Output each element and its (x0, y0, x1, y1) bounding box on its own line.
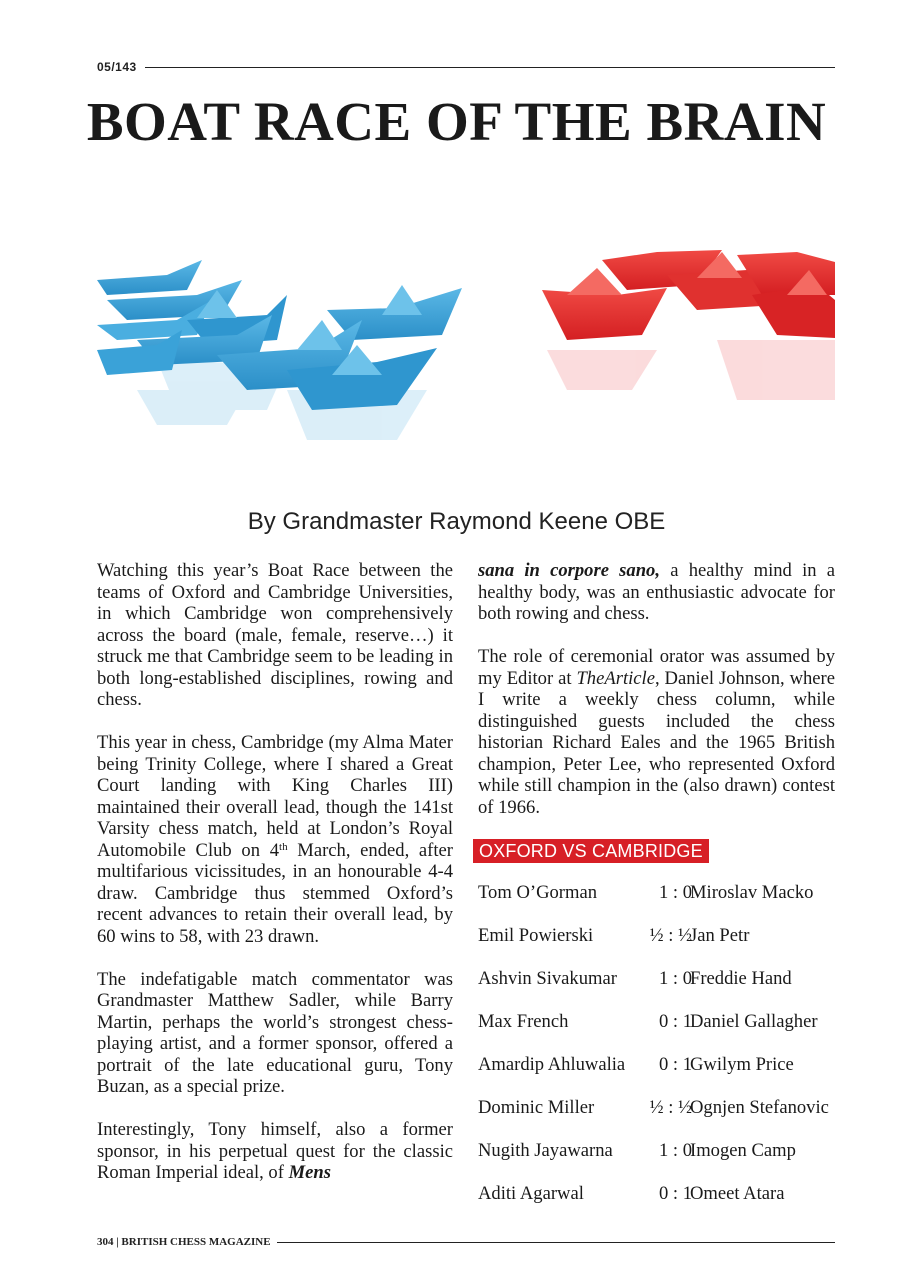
top-divider (97, 67, 835, 68)
cambridge-player: Ognjen Stefanovic (690, 1097, 829, 1118)
results-heading: OXFORD VS CAMBRIDGE (473, 839, 709, 863)
paragraph: The indefatigable match commentator was Grandmaster Matthew Sadler, while Barry Martin, perhaps the world’s strongest chess-playing artist, and a former sponsor, offered a portrait of the late educational guru, Tony Buzan, as a special prize. (97, 968, 453, 1097)
score: 0 : 1 (658, 1011, 692, 1032)
score: 0 : 1 (658, 1054, 692, 1075)
cambridge-player: Imogen Camp (690, 1140, 796, 1161)
footer-text: 304 | BRITISH CHESS MAGAZINE (97, 1233, 277, 1251)
oxford-player: Emil Powierski (478, 925, 594, 946)
top-rule (97, 58, 835, 76)
cambridge-player: Omeet Atara (690, 1183, 785, 1204)
results-table (478, 878, 848, 1222)
paragraph: This year in chess, Cambridge (my Alma Mater being Trinity College, where I shared a Great Court landing with King Charles III) maintained their overall lead, though the 141st Varsity chess match, held at London’s Royal Automobile Club on 4th March, ended, after multifarious vicissitudes, in an honourable 4-4 draw. Cambridge thus stemmed Oxford’s recent advances to retain their overall lead, by 60 wins to 58, with 23 drawn. (97, 732, 453, 947)
result-row (478, 964, 848, 1007)
paragraph: sana in corpore sano, a healthy mind in a healthy body, was an enthusiastic advocate for both rowing and chess. (478, 560, 835, 624)
cambridge-player: Freddie Hand (690, 968, 792, 989)
cambridge-player: Jan Petr (690, 925, 750, 946)
score: ½ : ½ (649, 1097, 692, 1118)
page-footer (97, 1233, 835, 1251)
result-row (478, 1179, 848, 1222)
oxford-player: Tom O’Gorman (478, 882, 598, 903)
result-row (478, 1007, 848, 1050)
cambridge-player: Gwilym Price (690, 1054, 794, 1075)
cambridge-player: Miroslav Macko (690, 882, 814, 903)
paragraph: The role of ceremonial orator was assumed by my Editor at TheArticle, Daniel Johnson, where I write a weekly chess column, while distinguished guests included the chess historian Richard Eales and the 1965 British champion, Peter Lee, who represented Oxford while still champion in the (also drawn) contest of 1966. (478, 646, 835, 818)
score: 0 : 1 (658, 1183, 692, 1204)
oxford-player: Ashvin Sivakumar (478, 968, 617, 989)
oxford-player: Nugith Jayawarna (478, 1140, 613, 1161)
oxford-player: Max French (478, 1011, 569, 1032)
article-column-right (478, 560, 835, 818)
cambridge-player: Daniel Gallagher (690, 1011, 818, 1032)
article-title: BOAT RACE OF THE BRAIN (86, 91, 827, 152)
byline: By Grandmaster Raymond Keene OBE (247, 508, 666, 535)
result-row (478, 878, 848, 921)
article-column-left (97, 560, 453, 1184)
paragraph: Interestingly, Tony himself, also a former sponsor, in his perpetual quest for the classic Roman Imperial ideal, of Mens (97, 1119, 453, 1183)
score: 1 : 0 (658, 1140, 692, 1161)
result-row (478, 1050, 848, 1093)
score: 1 : 0 (658, 882, 692, 903)
result-row (478, 1093, 848, 1136)
score: 1 : 0 (658, 968, 692, 989)
oxford-player: Dominic Miller (478, 1097, 595, 1118)
blue-boats-icon (97, 260, 462, 440)
red-boats-icon (542, 250, 835, 400)
result-row (478, 1136, 848, 1179)
oxford-player: Aditi Agarwal (478, 1183, 584, 1204)
score: ½ : ½ (649, 925, 692, 946)
oxford-player: Amardip Ahluwalia (478, 1054, 626, 1075)
paragraph: Watching this year’s Boat Race between the teams of Oxford and Cambridge Universities, in which Cambridge won comprehensively across the board (male, female, reserve…) it struck me that Cambridge seem to be leading in both long-established disciplines, rowing and chess. (97, 560, 453, 710)
paper-boats-photo (97, 240, 835, 480)
result-row (478, 921, 848, 964)
page-reference: 05/143 (97, 58, 145, 76)
